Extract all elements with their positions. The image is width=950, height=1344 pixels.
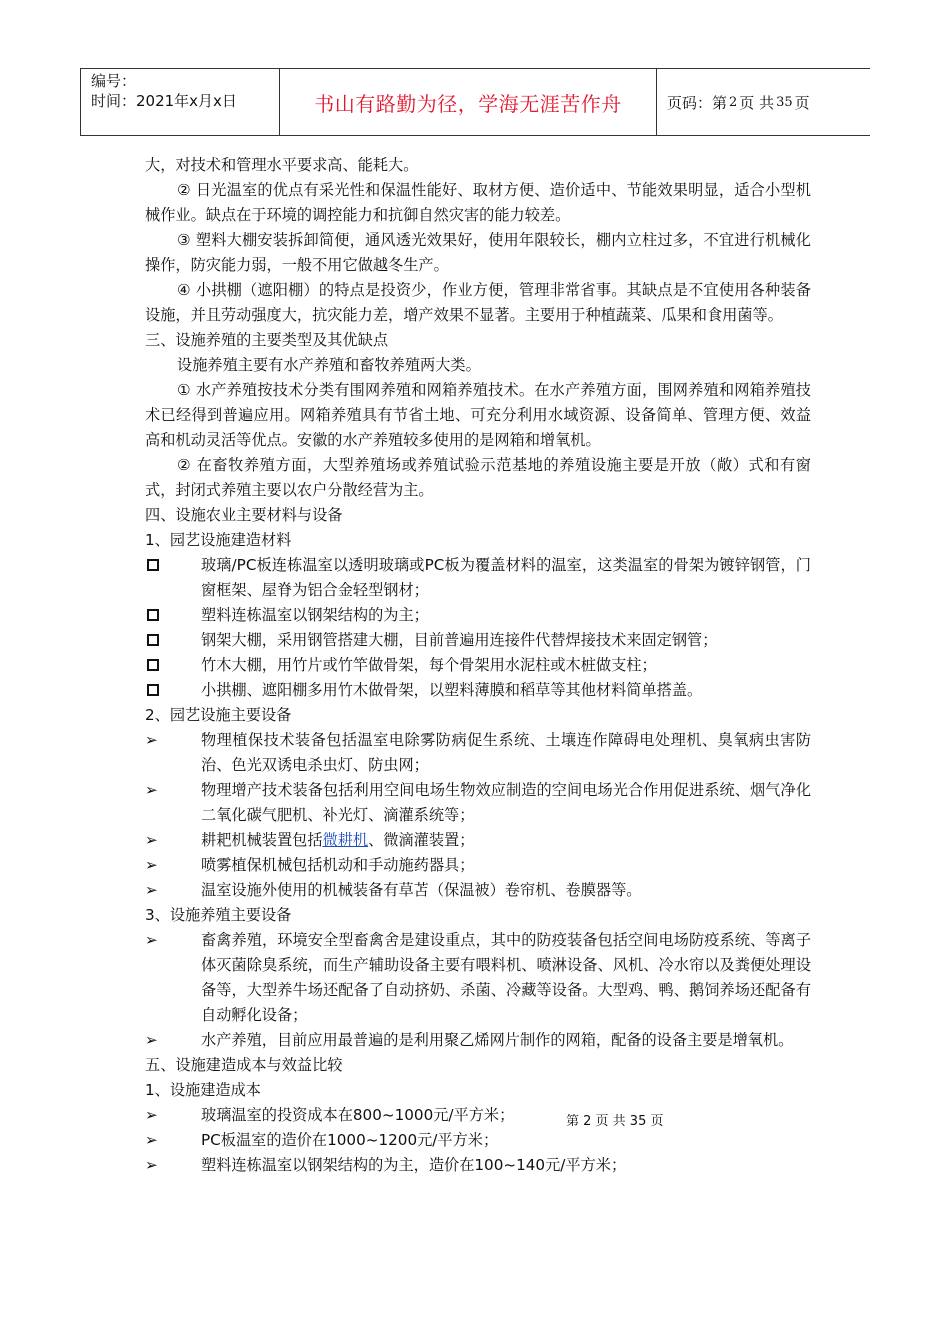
paragraph: 设施养殖主要有水产养殖和畜牧养殖两大类。 <box>177 356 481 374</box>
arrow-bullet-icon: ➢ <box>145 1131 158 1149</box>
list-item: ➢ 水产养殖，目前应用最普遍的是利用聚乙烯网片制作的网箱，配备的设备主要是增氧机。 <box>145 1028 811 1053</box>
list-item: 小拱棚、遮阳棚多用竹木做骨架，以塑料薄膜和稻草等其他材料简单搭盖。 <box>201 681 703 699</box>
page-mid: 页 共 <box>739 93 775 112</box>
paragraph: ③ 塑料大棚安装拆卸简便，通风透光效果好，使用年限较长，棚内立柱过多，不宜进行机械化操作，防灾能力弱，一般不用它做越冬生产。 <box>145 231 811 274</box>
list-item: ➢ 物理增产技术装备包括利用空间电场生物效应制造的空间电场光合作用促进系统、烟气净化二氧化碳气肥机、补光灯、滴灌系统等； <box>145 778 811 828</box>
paragraph: ② 在畜牧养殖方面，大型养殖场或养殖试验示范基地的养殖设施主要是开放（敞）式和有窗式，封闭式养殖主要以农户分散经营为主。 <box>145 456 811 499</box>
paragraph: ① 水产养殖按技术分类有围网养殖和网箱养殖技术。在水产养殖方面，围网养殖和网箱养殖技术已经得到普遍应用。网箱养殖具有节省土地、可充分利用水域资源、设备简单、管理方便、效益高和机动灵活等优点。安徽的水产养殖较多使用的是网箱和增氧机。 <box>145 381 811 449</box>
section-heading: 四、设施农业主要材料与设备 <box>145 506 343 524</box>
subsection-heading: 1、园艺设施建造材料 <box>145 531 292 549</box>
header-table <box>80 68 870 136</box>
arrow-bullet-icon: ➢ <box>145 1031 158 1049</box>
page-prefix: 页码：第 <box>667 93 728 112</box>
page-number: 2 <box>729 94 738 110</box>
arrow-bullet-icon: ➢ <box>145 1156 158 1174</box>
arrow-bullet-icon: ➢ <box>145 781 158 799</box>
section-heading: 五、设施建造成本与效益比较 <box>145 1056 343 1074</box>
subsection-heading: 3、设施养殖主要设备 <box>145 906 292 924</box>
list-item: 竹木大棚，用竹片或竹竿做骨架，每个骨架用水泥柱或木桩做支柱； <box>201 656 657 674</box>
arrow-bullet-icon: ➢ <box>145 856 158 874</box>
arrow-bullet-icon: ➢ <box>145 731 158 749</box>
list-item: ➢ 物理植保技术装备包括温室电除雾防病促生系统、土壤连作障碍电处理机、臭氧病虫害防治、色光双诱电杀虫灯、防虫网； <box>145 728 811 778</box>
page-footer: 第 2 页 共 35 页 <box>566 1114 664 1129</box>
page-suffix: 页 <box>794 93 810 112</box>
list-item: ➢ 喷雾植保机械包括机动和手动施药器具； <box>145 853 811 878</box>
page-total: 35 <box>776 94 793 110</box>
arrow-bullet-icon: ➢ <box>145 831 158 849</box>
list-item: 钢架大棚，采用钢管搭建大棚，目前普遍用连接件代替焊接技术来固定钢管； <box>201 631 718 649</box>
paragraph: 大，对技术和管理水平要求高、能耗大。 <box>145 156 419 174</box>
arrow-bullet-icon: ➢ <box>145 1106 158 1124</box>
section-heading: 三、设施养殖的主要类型及其优缺点 <box>145 331 388 349</box>
paragraph: ④ 小拱棚（遮阳棚）的特点是投资少，作业方便，管理非常省事。其缺点是不宜使用各种装备设施，并且劳动强度大，抗灾能力差，增产效果不显著。主要用于种植蔬菜、瓜果和食用菌等。 <box>145 281 811 324</box>
list-item: 塑料连栋温室以钢架结构的为主； <box>201 606 429 624</box>
arrow-bullet-icon: ➢ <box>145 881 158 899</box>
list-item: ➢ 塑料连栋温室以钢架结构的为主，造价在100~140元/平方米； <box>145 1153 811 1178</box>
list-item: ➢ 畜禽养殖，环境安全型畜禽舍是建设重点，其中的防疫装备包括空间电场防疫系统、等离子体灭菌除臭系统，而生产辅助设备主要有喂料机、喷淋设备、风机、冷水帘以及粪便处理设备等，大型养牛场还配备了自动挤奶、杀菌、冷藏等设备。大型鸡、鸭、鹅饲养场还配备有自动孵化设备； <box>145 928 811 1028</box>
arrow-bullet-icon: ➢ <box>145 931 158 949</box>
page-indicator <box>657 69 870 135</box>
list-item: ➢ 温室设施外使用的机械装备有草苫（保温被）卷帘机、卷膜器等。 <box>145 878 811 903</box>
list-item: ➢ 耕耙机械装置包括微耕机、微滴灌装置； <box>145 828 811 853</box>
list-item: ➢ PC板温室的造价在1000~1200元/平方米； <box>145 1128 811 1153</box>
paragraph: ② 日光温室的优点有采光性和保温性能好、取材方便、造价适中、节能效果明显，适合小型机械作业。缺点在于环境的调控能力和抗御自然灾害的能力较差。 <box>145 181 811 224</box>
subsection-heading: 2、园艺设施主要设备 <box>145 706 292 724</box>
micro-tiller-link[interactable]: 微耕机 <box>322 831 369 849</box>
motto: 书山有路勤为径，学海无涯苦作舟 <box>280 69 657 135</box>
subsection-heading: 1、设施建造成本 <box>145 1081 261 1099</box>
list-item: ➢ 玻璃温室的投资成本在800~1000元/平方米； <box>145 1103 811 1128</box>
number-label: 编号： <box>91 72 137 90</box>
time-label: 时间：2021年x月x日 <box>91 92 237 110</box>
document-body <box>145 153 811 1178</box>
header-meta-cell <box>80 69 280 135</box>
list-item: 玻璃/PC板连栋温室以透明玻璃或PC板为覆盖材料的温室，这类温室的骨架为镀锌钢管，门窗框架、屋脊为铝合金轻型钢材； <box>201 556 811 599</box>
